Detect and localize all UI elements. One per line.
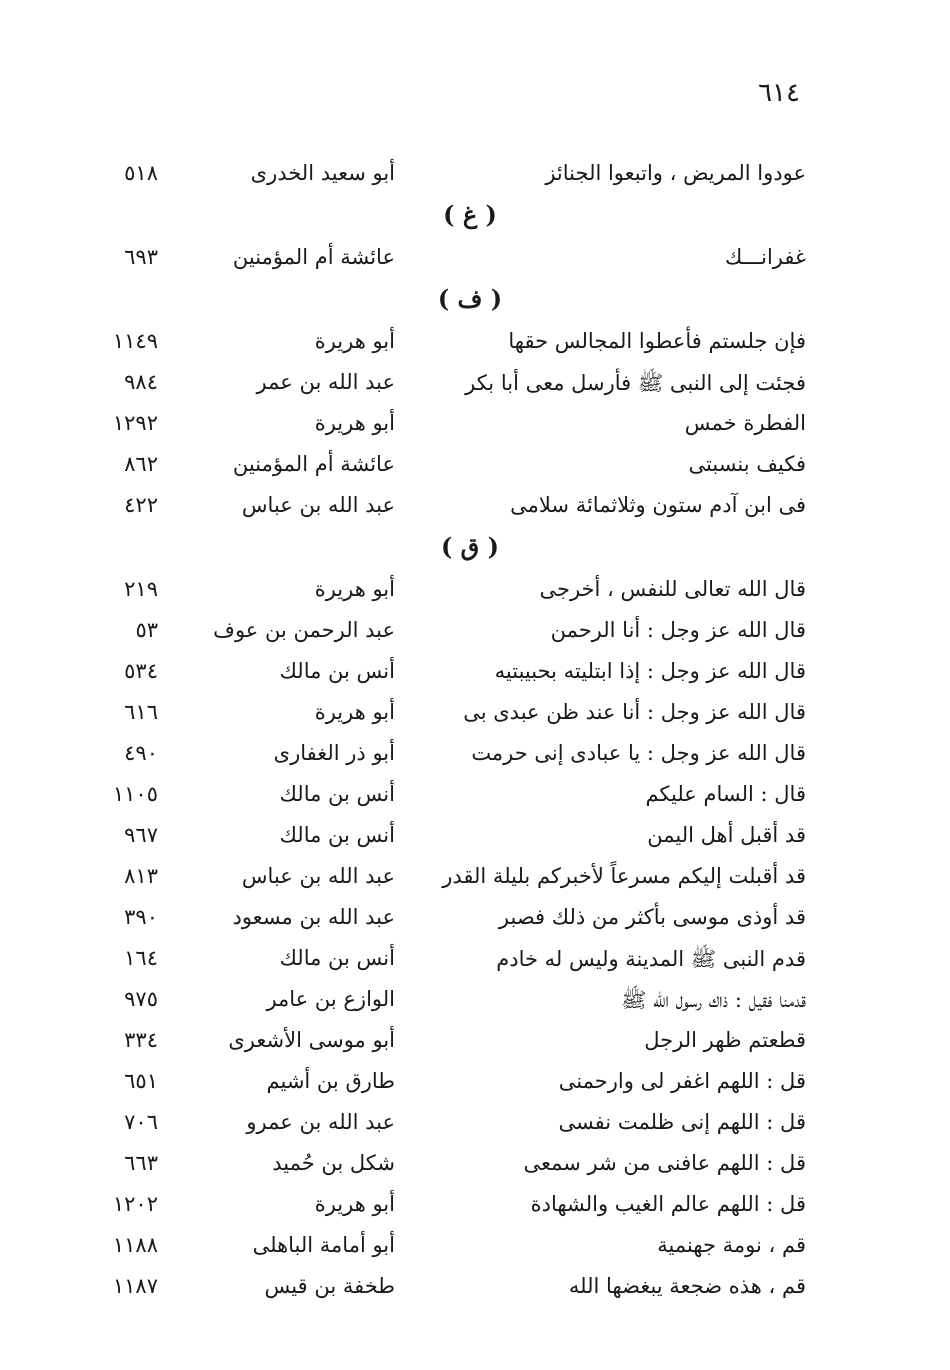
- hadith-number: ٩٦٧: [124, 823, 158, 847]
- hadith-number: ٤٩٠: [124, 741, 158, 765]
- index-entry-row: [0, 155, 950, 196]
- hadith-number: ٣٩٠: [124, 905, 158, 929]
- hadith-number: ٥٣: [135, 618, 158, 642]
- narrator-name: أبو هريرة: [314, 700, 395, 724]
- narrator-name: أبو أمامة الباهلى: [252, 1233, 395, 1257]
- hadith-number: ٩٧٥: [124, 987, 158, 1011]
- index-entry-row: [0, 653, 950, 694]
- narrator-name: أبو سعيد الخدرى: [250, 161, 395, 185]
- index-entry-row: [0, 487, 950, 528]
- hadith-number: ١١٨٧: [112, 1274, 158, 1298]
- hadith-text: قدم النبى ﷺ المدينة وليس له خادم: [496, 947, 806, 971]
- hadith-text: قم ، نومة جهنمية: [657, 1233, 806, 1257]
- index-entry-row: [0, 571, 950, 612]
- hadith-number: ١١٤٩: [112, 329, 158, 353]
- narrator-name: أبو موسى الأشعرى: [228, 1028, 395, 1052]
- hadith-text: فى ابن آدم ستون وثلاثمائة سلامى: [510, 493, 806, 517]
- section-letter-heading: [0, 280, 950, 323]
- hadith-number: ٦١٦: [124, 700, 158, 724]
- index-entry-row: [0, 612, 950, 653]
- narrator-name: عبد الرحمن بن عوف: [213, 618, 395, 642]
- hadith-text: قل : اللهم عالم الغيب والشهادة: [530, 1192, 806, 1216]
- narrator-name: أبو هريرة: [314, 329, 395, 353]
- index-entry-row: [0, 1022, 950, 1063]
- narrator-name: الوازع بن عامر: [266, 987, 395, 1011]
- hadith-text: قد أقبل أهل اليمن: [647, 823, 806, 847]
- index-entry-row: [0, 446, 950, 487]
- index-entry-row: [0, 364, 950, 405]
- narrator-name: عائشة أم المؤمنين: [232, 245, 395, 269]
- narrator-name: أنس بن مالك: [279, 659, 395, 683]
- narrator-name: طخفة بن قيس: [264, 1274, 395, 1298]
- narrator-name: عبد الله بن عمر: [256, 370, 395, 394]
- index-entry-row: [0, 239, 950, 280]
- hadith-text: قد أقبلت إليكم مسرعاً لأخبركم بليلة القدر: [442, 864, 806, 888]
- hadith-text: قال الله عز وجل : أنا الرحمن: [550, 618, 806, 642]
- hadith-text: عودوا المريض ، واتبعوا الجنائز: [545, 161, 806, 185]
- narrator-name: أبو هريرة: [314, 411, 395, 435]
- hadith-number: ١٢٠٢: [112, 1192, 158, 1216]
- index-entry-row: [0, 694, 950, 735]
- narrator-name: شكل بن حُميد: [272, 1151, 395, 1175]
- index-entry-row: [0, 735, 950, 776]
- hadith-number: ١٢٩٢: [112, 411, 158, 435]
- hadith-number: ٣٣٤: [124, 1028, 158, 1052]
- hadith-text: قل : اللهم عافنى من شر سمعى: [523, 1151, 806, 1175]
- index-entry-row: [0, 1104, 950, 1145]
- hadith-number: ٧٠٦: [124, 1110, 158, 1134]
- hadith-index-list: [0, 155, 950, 1309]
- narrator-name: أبو ذر الغفارى: [273, 741, 395, 765]
- hadith-number: ٦٩٣: [124, 245, 158, 269]
- narrator-name: عبد الله بن مسعود: [232, 905, 395, 929]
- hadith-text: قال الله عز وجل : يا عبادى إنى حرمت: [471, 741, 806, 765]
- hadith-number: ٦٦٣: [124, 1151, 158, 1175]
- hadith-text: قد أوذى موسى بأكثر من ذلك فصبر: [498, 905, 806, 929]
- hadith-text: قال الله عز وجل : أنا عند ظن عبدى بى: [463, 700, 806, 724]
- hadith-text: قم ، هذه ضجعة يبغضها الله: [568, 1274, 806, 1298]
- hadith-text: قال : السام عليكم: [645, 782, 806, 806]
- index-entry-row: [0, 981, 950, 1022]
- hadith-text: قال الله تعالى للنفس ، أخرجى: [539, 577, 806, 601]
- section-letter-heading: [0, 196, 950, 239]
- narrator-name: أبو هريرة: [314, 1192, 395, 1216]
- hadith-number: ٨٦٢: [124, 452, 158, 476]
- hadith-text: فكيف بنسبتى: [688, 452, 806, 476]
- narrator-name: أنس بن مالك: [279, 823, 395, 847]
- hadith-number: ١١٨٨: [112, 1233, 158, 1257]
- narrator-name: عبد الله بن عباس: [241, 493, 395, 517]
- hadith-number: ١١٠٥: [112, 782, 158, 806]
- hadith-number: ٦٥١: [124, 1069, 158, 1093]
- hadith-number: ٤٢٢: [124, 493, 158, 517]
- narrator-name: عائشة أم المؤمنين: [232, 452, 395, 476]
- index-entry-row: [0, 405, 950, 446]
- page-number: ٦١٤: [758, 78, 800, 108]
- narrator-name: عبد الله بن عباس: [241, 864, 395, 888]
- index-entry-row: [0, 1145, 950, 1186]
- narrator-name: أنس بن مالك: [279, 782, 395, 806]
- index-entry-row: [0, 776, 950, 817]
- index-entry-row: [0, 817, 950, 858]
- index-entry-row: [0, 1268, 950, 1309]
- index-entry-row: [0, 1063, 950, 1104]
- section-letter: ( ق ): [440, 532, 500, 561]
- hadith-text: غفرانـــك: [724, 245, 806, 269]
- hadith-number: ٨١٣: [124, 864, 158, 888]
- hadith-number: ٢١٩: [124, 577, 158, 601]
- hadith-number: ١٦٤: [124, 946, 158, 970]
- hadith-number: ٥١٨: [124, 161, 158, 185]
- hadith-text: قل : اللهم اغفر لى وارحمنى: [558, 1069, 806, 1093]
- narrator-name: أنس بن مالك: [279, 946, 395, 970]
- index-entry-row: [0, 858, 950, 899]
- index-entry-row: [0, 323, 950, 364]
- hadith-text: فإن جلستم فأعطوا المجالس حقها: [508, 329, 806, 353]
- index-entry-row: [0, 899, 950, 940]
- narrator-name: طارق بن أشيم: [266, 1069, 395, 1093]
- hadith-text: الفطرة خمس: [684, 411, 806, 435]
- hadith-text: فجئت إلى النبى ﷺ فأرسل معى أبا بكر: [465, 371, 806, 395]
- hadith-text: قدمنا فقيل : ذاك رسول الله ﷺ: [621, 988, 806, 1012]
- section-letter: ( غ ): [443, 200, 497, 229]
- hadith-number: ٩٨٤: [124, 370, 158, 394]
- section-letter-heading: [0, 528, 950, 571]
- index-entry-row: [0, 1186, 950, 1227]
- index-entry-row: [0, 940, 950, 981]
- narrator-name: عبد الله بن عمرو: [246, 1110, 395, 1134]
- hadith-number: ٥٣٤: [124, 659, 158, 683]
- hadith-text: قل : اللهم إنى ظلمت نفسى: [558, 1110, 806, 1134]
- hadith-text: قطعتم ظهر الرجل: [644, 1028, 806, 1052]
- index-entry-row: [0, 1227, 950, 1268]
- hadith-text: قال الله عز وجل : إذا ابتليته بحبيبتيه: [494, 659, 806, 683]
- narrator-name: أبو هريرة: [314, 577, 395, 601]
- section-letter: ( ف ): [437, 284, 503, 313]
